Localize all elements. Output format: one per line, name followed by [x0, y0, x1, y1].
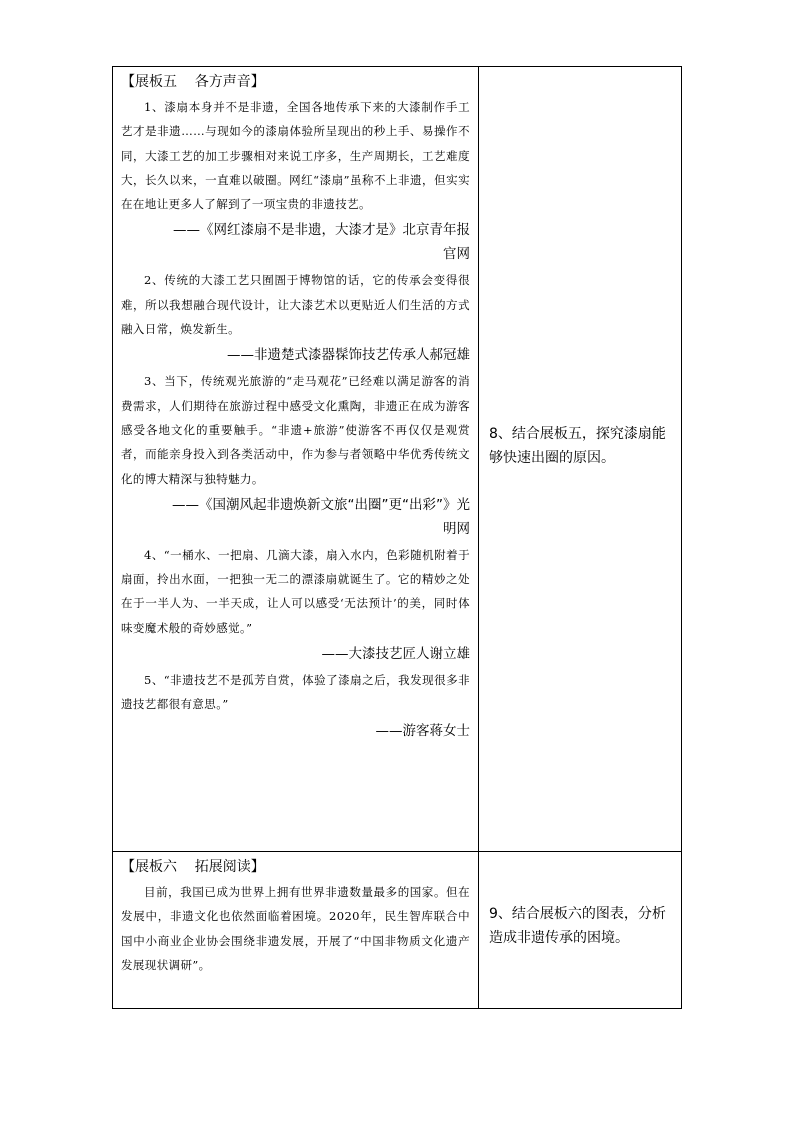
panel6-title: 【展板六 拓展阅读】	[121, 859, 265, 875]
panel5-source-3: ——《国潮风起非遗焕新文旅“出圈”更“出彩”》光明网	[172, 496, 470, 537]
question-8: 8、结合展板五，探究漆扇能够快速出圈的原因。	[489, 426, 666, 466]
panel5-title: 【展板五 各方声音】	[121, 74, 265, 90]
panel5-source-5: ——游客蒋女士	[375, 722, 470, 739]
panel6-row	[113, 852, 682, 1009]
panel5-source-1: ——《网红漆扇不是非遗，大漆才是》北京青年报官网	[173, 222, 470, 263]
panel6-content-cell	[113, 852, 479, 1009]
question-9: 9、结合展板六的图表，分析造成非遗传承的困境。	[489, 906, 666, 946]
panel5-para-3: 3、当下，传统观光旅游的“走马观花”已经难以满足游客的消费需求，人们期待在旅游过程中感受文化熏陶，非遗正在成为游客感受各地文化的重要触手。“非遗+旅游”使游客不再仅仅是观赏者，而能亲身投入到各类活动中，作为参与者领略中华优秀传统文化的博大精深与独特魅力。	[121, 374, 470, 486]
panel5-source-4: ——大漆技艺匠人谢立雄	[321, 646, 470, 663]
panel5-para-5: 5、“非遗技艺不是孤芳自赏，体验了漆扇之后，我发现很多非遗技艺都很有意思。”	[121, 673, 470, 712]
panel5-row	[113, 67, 682, 852]
panel5-question-cell	[479, 67, 682, 852]
panel5-para-2: 2、传统的大漆工艺只囿圄于博物馆的话，它的传承会变得很难，所以我想融合现代设计，让大漆艺术以更贴近人们生活的方式融入日常，焕发新生。	[121, 273, 470, 337]
panel6-para-1: 目前，我国已成为世界上拥有世界非遗数量最多的国家。但在发展中，非遗文化也依然面临着困境。2020年，民生智库联合中国中小商业企业协会围绕非遗发展，开展了“中国非物质文化遗产发展现状调研”。	[121, 885, 470, 972]
worksheet-table	[112, 66, 682, 1009]
panel6-question-cell	[479, 852, 682, 1009]
panel5-para-1: 1、漆扇本身并不是非遗，全国各地传承下来的大漆制作手工艺才是非遗……与现如今的漆扇体验所呈现出的秒上手、易操作不同，大漆工艺的加工步骤相对来说工序多，生产周期长，工艺难度大，长久以来，一直难以破圈。网红“漆扇”虽称不上非遗，但实实在在地让更多人了解到了一项宝贵的非遗技艺。	[121, 100, 470, 212]
panel5-para-4: 4、“一桶水、一把扇、几滴大漆，扇入水内，色彩随机附着于扇面，拎出水面，一把独一无二的漂漆扇就诞生了。它的精妙之处在于一半人为、一半天成，让人可以感受‘无法预计’的美，同时体味变魔术般的奇妙感觉。”	[121, 547, 470, 635]
panel5-source-2: ——非遗楚式漆器髹饰技艺传承人郝冠雄	[227, 347, 470, 364]
panel5-content-cell	[113, 67, 479, 852]
